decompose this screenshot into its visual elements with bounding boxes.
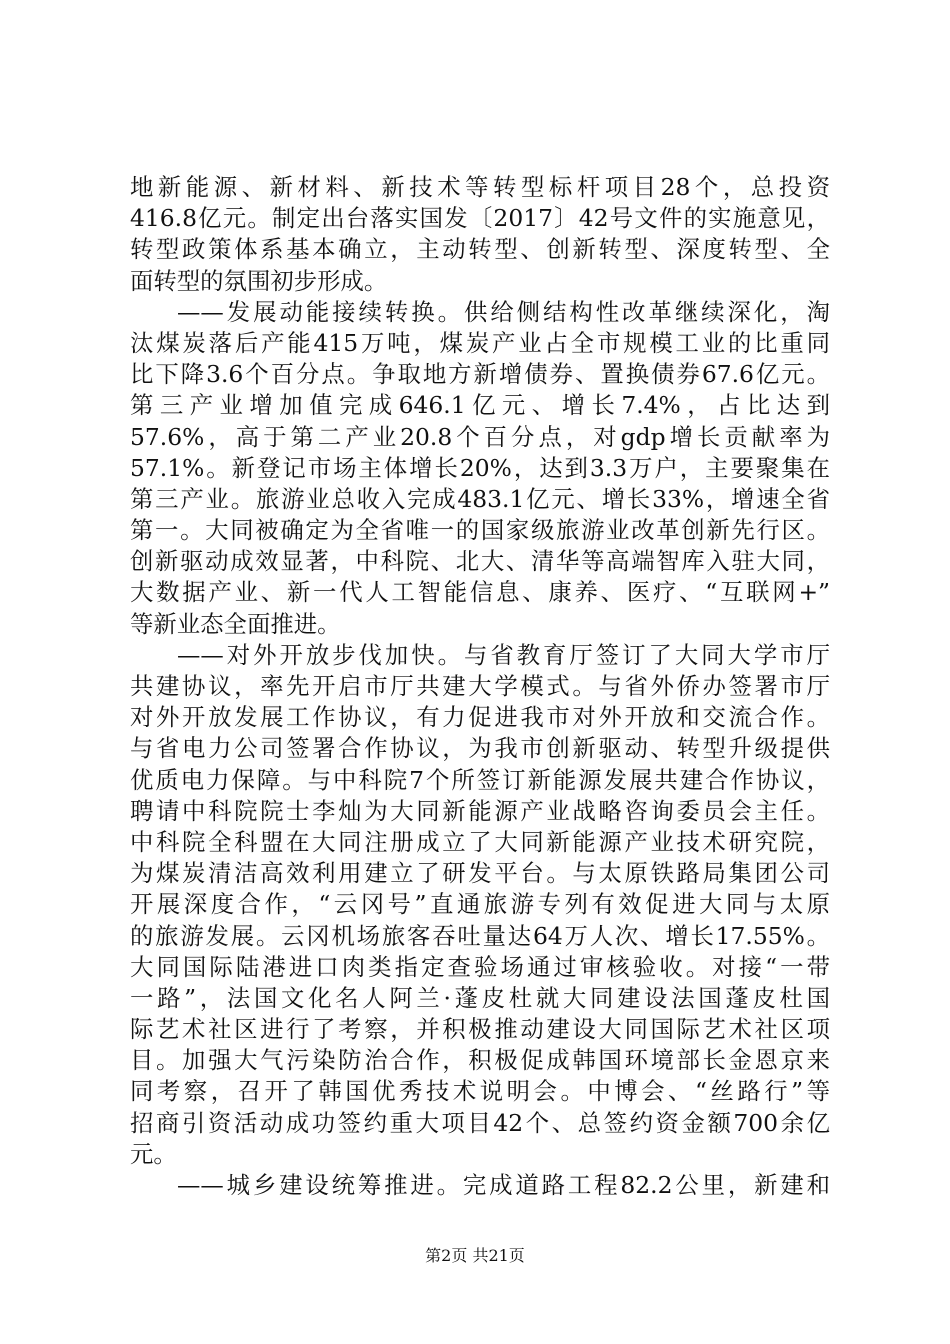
text-line: 中科院全科盟在大同注册成立了大同新能源产业技术研究院，	[130, 827, 830, 856]
text-line: 对外开放发展工作协议，有力促进我市对外开放和交流合作。	[130, 703, 830, 732]
text-line: 聘请中科院院士李灿为大同新能源产业战略咨询委员会主任。	[130, 796, 830, 825]
text-line: 创新驱动成效显著，中科院、北大、清华等高端智库入驻大同，	[130, 547, 830, 576]
text-line: 57.1%。新登记市场主体增长20%，达到3.3万户，主要聚集在	[130, 453, 830, 482]
text-line: 第三产业。旅游业总收入完成483.1亿元、增长33%，增速全省	[130, 484, 830, 513]
text-line: 地新能源、新材料、新技术等转型标杆项目28个，总投资	[130, 173, 830, 201]
text-line: 优质电力保障。与中科院7个所签订新能源发展共建合作协议，	[130, 765, 830, 794]
text-line: 第三产业增加值完成646.1亿元、增长7.4%，占比达到	[130, 391, 830, 420]
text-line: 的旅游发展。云冈机场旅客吞吐量达64万人次、增长17.55%。	[130, 921, 830, 950]
text-line: 比下降3.6个百分点。争取地方新增债券、置换债券67.6亿元。	[130, 360, 830, 389]
text-line: 汰煤炭落后产能415万吨，煤炭产业占全市规模工业的比重同	[130, 328, 830, 357]
text-line: 元。	[130, 1139, 177, 1168]
page-number-footer: 第2页 共21页	[425, 1246, 525, 1265]
text-line: 一路”，法国文化名人阿兰·蓬皮杜就大同建设法国蓬皮杜国	[130, 983, 830, 1012]
paragraph-start-line: ——发展动能接续转换。供给侧结构性改革继续深化，淘	[177, 297, 830, 326]
paragraph-start-line: ——对外开放步伐加快。与省教育厅签订了大同大学市厅	[177, 640, 830, 669]
text-line: 共建协议，率先开启市厅共建大学模式。与省外侨办签署市厅	[130, 672, 830, 700]
text-line: 际艺术社区进行了考察，并积极推动建设大同国际艺术社区项	[130, 1015, 830, 1044]
text-line: 开展深度合作，“云冈号”直通旅游专列有效促进大同与太原	[130, 890, 830, 919]
text-line: 大同国际陆港进口肉类指定查验场通过审核验收。对接“一带	[130, 952, 830, 981]
text-line: 目。加强大气污染防治合作，积极促成韩国环境部长金恩京来	[130, 1046, 830, 1075]
text-line: 与省电力公司签署合作协议，为我市创新驱动、转型升级提供	[130, 734, 830, 763]
text-line: 等新业态全面推进。	[130, 609, 341, 638]
text-line: 第一。大同被确定为全省唯一的国家级旅游业改革创新先行区。	[130, 516, 830, 545]
text-line: 转型政策体系基本确立，主动转型、创新转型、深度转型、全	[130, 235, 830, 264]
text-line: 面转型的氛围初步形成。	[130, 266, 388, 295]
text-line: 大数据产业、新一代人工智能信息、康养、医疗、“互联网+”	[130, 578, 830, 607]
text-line: 招商引资活动成功签约重大项目42个、总签约资金额700余亿	[130, 1108, 830, 1137]
text-line: 416.8亿元。制定出台落实国发〔2017〕42号文件的实施意见，	[130, 204, 830, 233]
text-line: 为煤炭清洁高效利用建立了研发平台。与太原铁路局集团公司	[130, 859, 830, 888]
paragraph-start-line: ——城乡建设统筹推进。完成道路工程82.2公里，新建和	[177, 1171, 830, 1199]
body-text	[130, 172, 830, 1201]
text-line: 57.6%，高于第二产业20.8个百分点，对gdp增长贡献率为	[130, 422, 830, 451]
text-line: 同考察，召开了韩国优秀技术说明会。中博会、“丝路行”等	[130, 1077, 830, 1106]
